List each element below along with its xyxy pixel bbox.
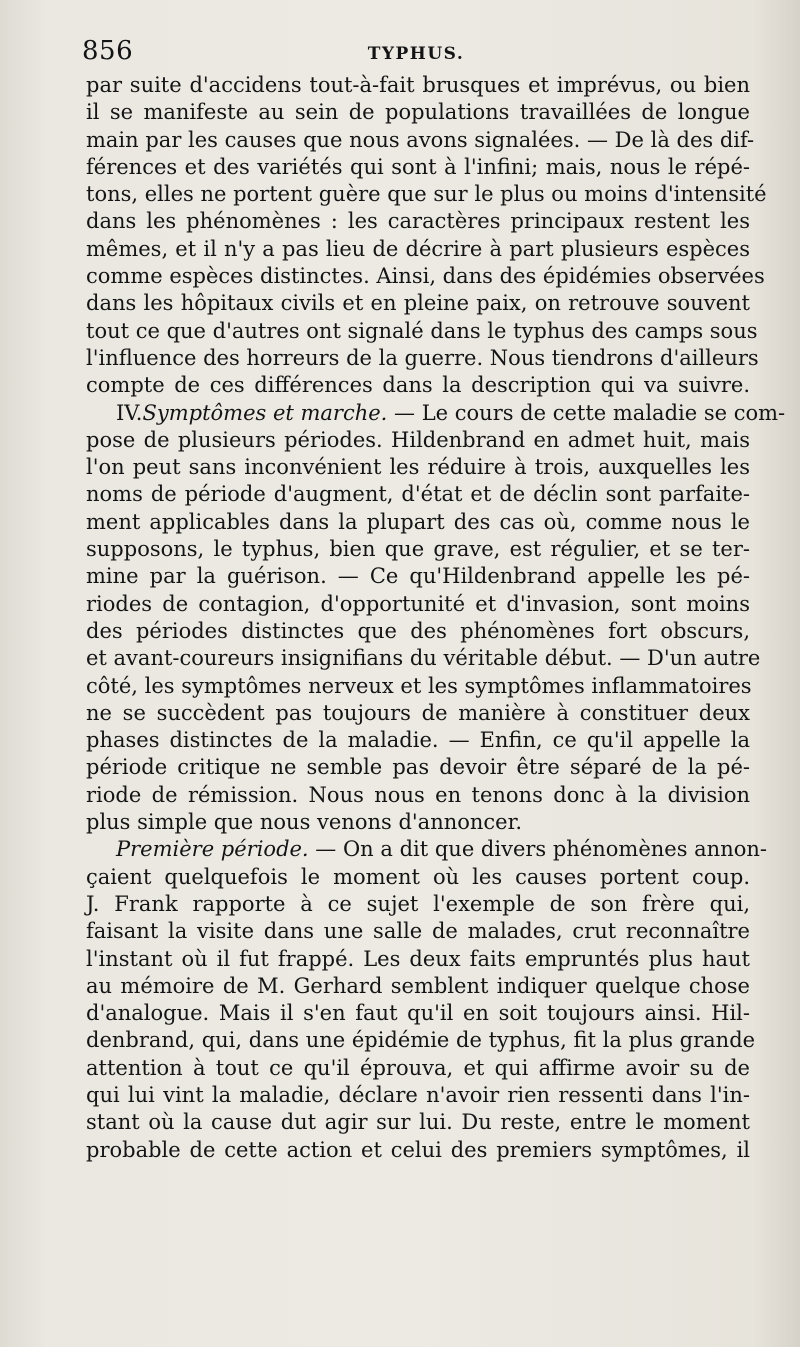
section-iv-first-line — [86, 400, 786, 427]
text-line: l'on peut sans inconvénient les réduire à trois, auxquelles les — [86, 455, 750, 480]
text-line: période critique ne semble pas devoir être séparé de la pé- — [86, 755, 750, 780]
section-heading: Symptômes et marche. — [142, 400, 388, 425]
text-line: pose de plusieurs périodes. Hildenbrand en admet huit, mais — [86, 427, 750, 452]
text-line: mêmes, et il n'y a pas lieu de décrire à part plusieurs espèces — [86, 236, 750, 261]
premiere-periode-first-line — [86, 836, 767, 863]
text-line: ne se succèdent pas toujours de manière à constituer deux — [86, 700, 750, 725]
page-number: 856 — [82, 36, 134, 66]
body-text — [86, 72, 786, 1164]
text-line: noms de période d'augment, d'état et de déclin sont parfaite- — [86, 482, 750, 507]
text-line: dans les hôpitaux civils et en pleine paix, on retrouve souvent — [86, 291, 750, 316]
text-line: et avant-coureurs insignifians du véritable début. — D'un autre — [86, 646, 761, 671]
text-line: l'instant où il fut frappé. Les deux faits empruntés plus haut — [86, 946, 750, 971]
subsection-heading: Première période. — [116, 837, 309, 862]
text-line: comme espèces distinctes. Ainsi, dans des épidémies observées — [86, 264, 765, 289]
text-line: compte de ces différences dans la description qui va suivre. — [86, 373, 750, 398]
text-line: stant où la cause dut agir sur lui. Du reste, entre le moment — [86, 1110, 750, 1135]
section-first-line-text: — Le cours de cette maladie se com- — [387, 400, 786, 425]
text-line: denbrand, qui, dans une épidémie de typhus, fit la plus grande — [86, 1028, 756, 1053]
text-line: d'analogue. Mais il s'en faut qu'il en soit toujours ainsi. Hil- — [86, 1001, 750, 1026]
text-line: çaient quelquefois le moment où les causes portent coup. — [86, 864, 750, 889]
text-line: faisant la visite dans une salle de malades, crut reconnaître — [86, 919, 750, 944]
subsection-first-line-text: — On a dit que divers phénomènes annon- — [308, 837, 767, 862]
text-line: côté, les symptômes nerveux et les symptômes inflammatoires — [86, 673, 752, 698]
text-line: au mémoire de M. Gerhard semblent indiquer quelque chose — [86, 973, 750, 998]
running-title: TYPHUS. — [367, 44, 465, 64]
text-line: qui lui vint la maladie, déclare n'avoir rien ressenti dans l'in- — [86, 1082, 750, 1107]
text-line: J. Frank rapporte à ce sujet l'exemple de son frère qui, — [86, 891, 750, 916]
text-line: l'influence des horreurs de la guerre. Nous tiendrons d'ailleurs — [86, 345, 759, 370]
text-line: riodes de contagion, d'opportunité et d'invasion, sont moins — [86, 591, 750, 616]
text-line: attention à tout ce qu'il éprouva, et qui affirme avoir su de — [86, 1055, 750, 1080]
text-line: férences et des variétés qui sont à l'infini; mais, nous le répé- — [86, 154, 750, 179]
text-line: phases distinctes de la maladie. — Enfin, ce qu'il appelle la — [86, 728, 750, 753]
text-line: tons, elles ne portent guère que sur le plus ou moins d'intensité — [86, 182, 767, 207]
text-line: mine par la guérison. — Ce qu'Hildenbrand appelle les pé- — [86, 564, 750, 589]
text-line: tout ce que d'autres ont signalé dans le typhus des camps sous — [86, 318, 758, 343]
section-number: IV. — [116, 400, 143, 425]
text-line: main par les causes que nous avons signalées. — De là des dif- — [86, 127, 755, 152]
page-header — [82, 36, 750, 70]
text-line: riode de rémission. Nous nous en tenons donc à la division — [86, 782, 750, 807]
text-line: il se manifeste au sein de populations travaillées de longue — [86, 100, 750, 125]
text-line: plus simple que nous venons d'annoncer. — [86, 810, 523, 835]
text-line: ment applicables dans la plupart des cas où, comme nous le — [86, 509, 750, 534]
text-line: supposons, le typhus, bien que grave, est régulier, et se ter- — [86, 537, 750, 562]
text-line: probable de cette action et celui des premiers symptômes, il — [86, 1137, 750, 1162]
text-line: par suite d'accidens tout-à-fait brusques et imprévus, ou bien — [86, 73, 750, 97]
text-line: dans les phénomènes : les caractères principaux restent les — [86, 209, 750, 234]
text-line: des périodes distinctes que des phénomènes fort obscurs, — [86, 618, 750, 643]
